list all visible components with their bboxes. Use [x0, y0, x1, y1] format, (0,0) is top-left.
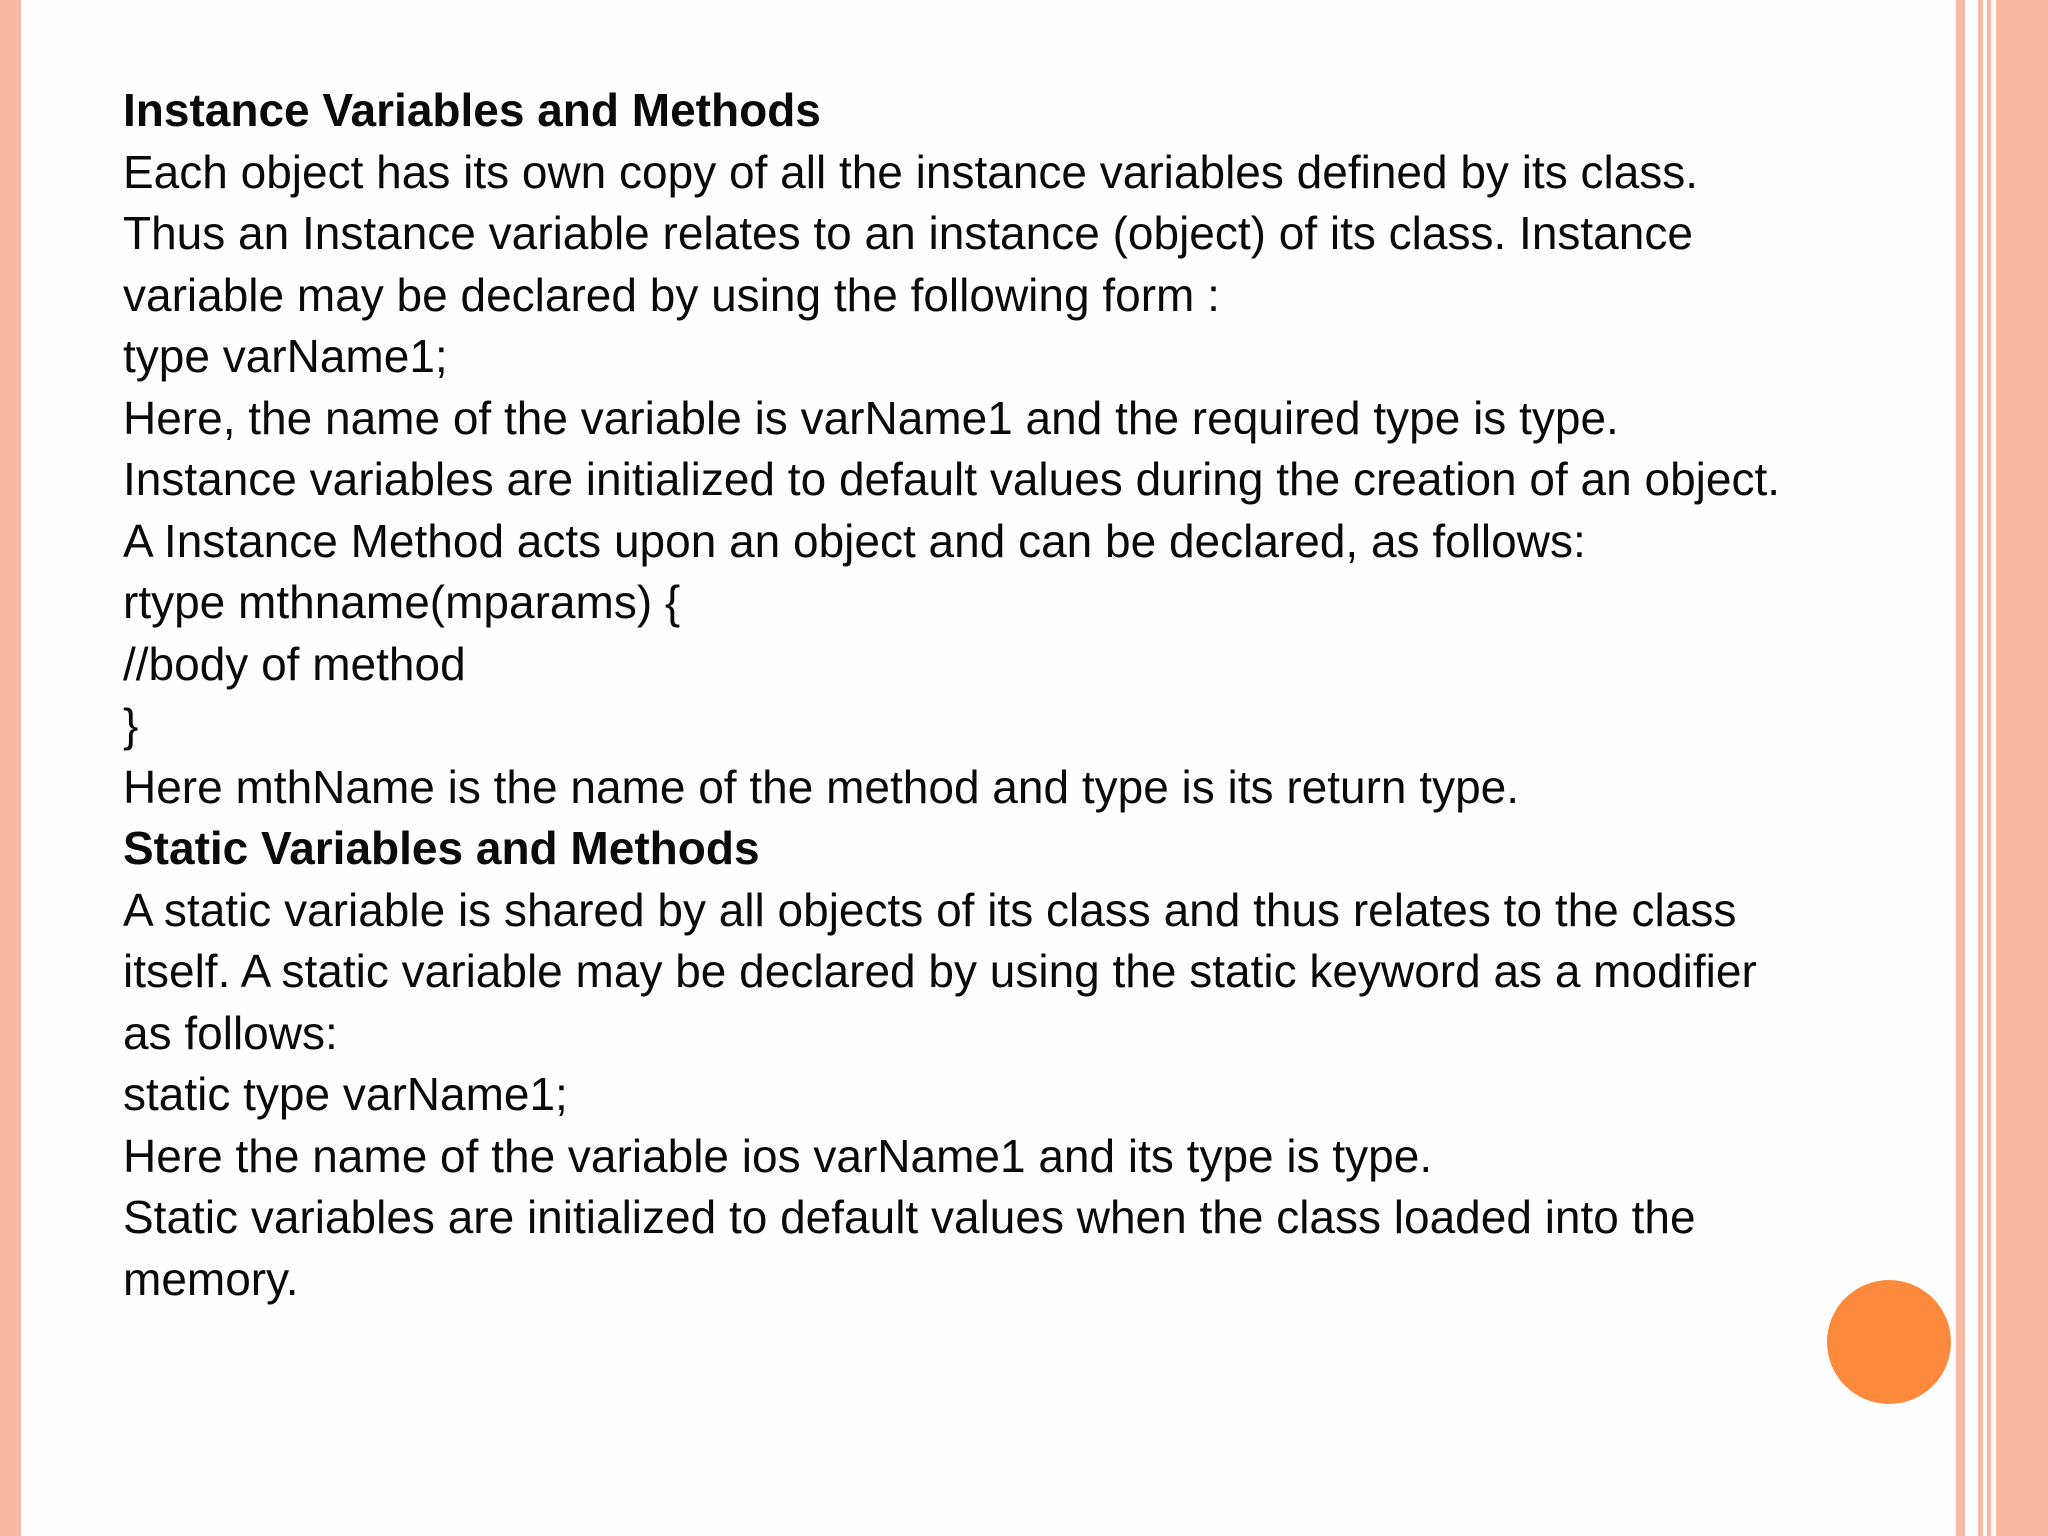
right-accent-bars [1956, 0, 2048, 1536]
code-line: } [123, 699, 139, 751]
decorative-circle [1827, 1280, 1951, 1404]
code-line: rtype mthname(mparams) { [123, 576, 681, 628]
section-heading-static: Static Variables and Methods [123, 822, 760, 874]
code-line: //body of method [123, 637, 466, 690]
left-accent-stripe [0, 0, 21, 1536]
body-line: Here, the name of the variable is varName1 and the required type is type. [123, 391, 1619, 444]
body-line: variable may be declared by using the following form : [123, 268, 1220, 321]
right-accent-bar [1978, 0, 1983, 1536]
body-line: Instance variables are initialized to default values during the creation of an object. [123, 453, 1781, 505]
body-line: A static variable is shared by all objects of its class and thus relates to the class [123, 883, 1737, 936]
body-line: A Instance Method acts upon an object and can be declared, as follows: [123, 514, 1586, 567]
right-accent-bar [1996, 0, 2048, 1536]
code-line: static type varName1; [123, 1068, 568, 1120]
body-line: Each object has its own copy of all the instance variables defined by its class. [123, 145, 1699, 198]
body-line: as follows: [123, 1006, 338, 1059]
body-line: Here mthName is the name of the method and type is its return type. [123, 760, 1520, 813]
body-line: itself. A static variable may be declared by using the static keyword as a modifier [123, 945, 1757, 997]
body-line: memory. [123, 1252, 299, 1305]
body-line: Static variables are initialized to default values when the class loaded into the [123, 1191, 1696, 1243]
body-line: Here the name of the variable ios varName1 and its type is type. [123, 1129, 1433, 1182]
slide-body [123, 80, 1963, 1310]
code-line: type varName1; [123, 330, 448, 382]
body-line: Thus an Instance variable relates to an instance (object) of its class. Instance [123, 207, 1693, 259]
section-heading-instance: Instance Variables and Methods [123, 84, 821, 136]
right-accent-bar [1987, 0, 1991, 1536]
